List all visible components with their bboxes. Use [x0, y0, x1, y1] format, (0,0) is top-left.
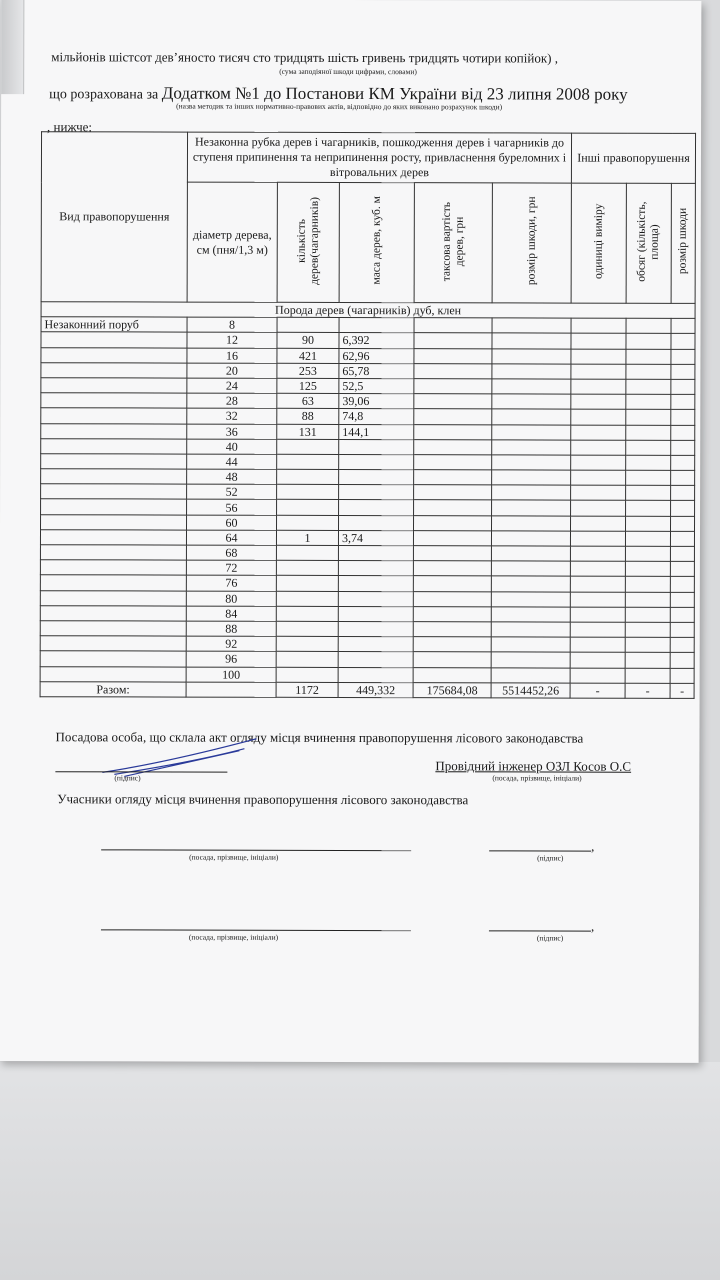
tax-cell [414, 409, 492, 424]
volume-cell [626, 349, 671, 364]
volume-cell [625, 653, 670, 668]
participant1-sign-line [489, 850, 591, 851]
units-cell [570, 576, 625, 591]
units-cell [570, 622, 625, 637]
table-row [41, 362, 695, 379]
damage-cell [491, 667, 570, 682]
table-row [41, 332, 695, 349]
damage-cell [492, 333, 571, 348]
table-row [41, 469, 695, 486]
violation-cell [41, 347, 187, 363]
diameter-cell: 56 [187, 500, 277, 515]
participant1-sign-caption: (підпис) [537, 853, 564, 863]
count-cell [277, 469, 339, 484]
units-cell [571, 470, 626, 485]
method-caption: (назва методик та інших нормативно-правових актів, відповідно до яких виконано розрахунок шкоди) [176, 101, 503, 112]
violation-cell [41, 408, 187, 424]
table-row [40, 545, 694, 562]
mass-cell [339, 470, 414, 485]
count-cell: 90 [277, 333, 339, 348]
violation-cell [40, 621, 186, 637]
mass-cell [338, 621, 413, 636]
table-row [41, 438, 695, 455]
damage-other-cell [671, 379, 695, 394]
count-cell [276, 636, 338, 651]
table-row [41, 484, 695, 501]
damage-other-cell [671, 516, 695, 531]
mass-cell [339, 318, 414, 333]
table-row [41, 408, 695, 425]
background-surface [0, 1062, 720, 1280]
engineer-name: Провідний інженер ОЗЛ Косов О.С [435, 758, 632, 774]
violation-cell [40, 530, 186, 546]
violation-cell [41, 514, 187, 530]
diameter-cell: 28 [187, 393, 277, 408]
units-cell [571, 485, 626, 500]
table-row [41, 347, 695, 364]
damage-other-cell [671, 486, 695, 501]
damage-cell [491, 591, 570, 606]
violation-cell [41, 423, 187, 439]
units-cell [571, 318, 626, 333]
mass-cell [338, 667, 413, 682]
header-violation-type: Вид правопорушення [41, 132, 187, 302]
violation-cell: Незаконний поруб [41, 317, 187, 333]
tax-cell [414, 394, 492, 409]
damage-other-cell [670, 531, 694, 546]
count-cell: 88 [277, 409, 339, 424]
mass-cell [339, 485, 414, 500]
total-tax: 175684,08 [413, 682, 491, 697]
damage-other-cell [671, 364, 695, 379]
participant1-position-caption: (посада, прізвище, ініціали) [189, 852, 279, 862]
mass-cell [339, 454, 414, 469]
units-cell [571, 440, 626, 455]
volume-cell [625, 637, 670, 652]
units-cell [570, 607, 625, 622]
damage-other-cell [671, 334, 695, 349]
header-other-violations: Інші правопорушення [571, 133, 695, 183]
diameter-cell: 68 [186, 545, 276, 560]
mass-cell: 74,8 [339, 409, 414, 424]
table-row [41, 499, 695, 516]
volume-cell [626, 501, 671, 516]
count-cell [276, 545, 338, 560]
table-row [40, 530, 694, 547]
count-cell [277, 515, 339, 530]
diameter-cell: 8 [187, 317, 277, 332]
tax-cell [414, 333, 492, 348]
violation-cell [41, 454, 187, 470]
damage-other-cell [671, 501, 695, 516]
tax-cell [413, 591, 491, 606]
count-cell [277, 317, 339, 332]
count-cell [276, 652, 338, 667]
damage-cell [492, 348, 571, 363]
tax-cell [413, 667, 491, 682]
mass-cell [339, 500, 414, 515]
count-cell [276, 591, 338, 606]
volume-cell [626, 364, 671, 379]
volume-cell [626, 379, 671, 394]
damage-cell [492, 394, 571, 409]
violation-cell [40, 545, 186, 561]
units-cell [570, 668, 625, 683]
volume-cell [625, 592, 670, 607]
violation-cell [41, 393, 187, 409]
damage-other-cell [671, 319, 695, 334]
violation-cell [41, 362, 187, 378]
count-cell [276, 560, 338, 575]
mass-cell: 52,5 [339, 378, 414, 393]
diameter-cell: 64 [186, 530, 276, 545]
table-row [41, 393, 695, 410]
header-mass: маса дерев, куб. м [339, 182, 414, 302]
table-row [41, 514, 695, 531]
volume-cell [626, 425, 671, 440]
violation-cell [41, 484, 187, 500]
diameter-cell: 44 [187, 454, 277, 469]
count-cell: 131 [277, 424, 339, 439]
damage-other-cell [670, 546, 694, 561]
diameter-cell: 76 [186, 575, 276, 590]
table-row [40, 636, 694, 653]
below-label: , нижче: [47, 119, 93, 135]
tax-cell [414, 485, 492, 500]
damage-other-cell [671, 410, 695, 425]
tax-cell [414, 439, 492, 454]
table-row [40, 590, 694, 607]
participant2-position-line [101, 929, 411, 931]
tax-cell [413, 637, 491, 652]
participant1-comma: , [591, 838, 595, 854]
diameter-cell: 40 [187, 439, 277, 454]
table-row [41, 454, 695, 471]
amount-in-words: мільйонів шістсот дев’яносто тисяч сто тридцять шість гривень тридцять чотири копійок) , [51, 49, 559, 66]
tax-cell [413, 576, 491, 591]
volume-cell [626, 485, 671, 500]
total-damage: 5514452,26 [491, 683, 570, 698]
violation-cell [41, 332, 187, 348]
violation-cell [40, 560, 186, 576]
amount-caption: (сума заподіяної шкоди цифрами, словами) [279, 66, 417, 77]
total-label: Разом: [40, 681, 186, 697]
tax-cell [413, 652, 491, 667]
damage-other-cell [670, 562, 694, 577]
table-row [40, 651, 694, 668]
mass-cell [338, 637, 413, 652]
participant1-position-line [101, 849, 411, 851]
header-damage: розмір шкоди, грн [492, 183, 571, 303]
mass-cell [338, 561, 413, 576]
tax-cell [414, 318, 492, 333]
violation-cell [41, 438, 187, 454]
mass-cell [338, 606, 413, 621]
violation-cell [41, 378, 187, 394]
damage-cell [492, 440, 571, 455]
count-cell [276, 621, 338, 636]
mass-cell [339, 515, 414, 530]
damage-cell [492, 455, 571, 470]
diameter-cell: 36 [187, 424, 277, 439]
diameter-cell: 24 [187, 378, 277, 393]
units-cell [571, 349, 626, 364]
total-count: 1172 [276, 682, 338, 697]
diameter-cell: 84 [186, 606, 276, 621]
table-row [40, 621, 694, 638]
diameter-cell: 20 [187, 363, 277, 378]
tax-cell [414, 379, 492, 394]
mass-cell: 62,96 [339, 348, 414, 363]
damage-other-cell [671, 470, 695, 485]
violation-cell [40, 636, 186, 652]
violation-cell [40, 575, 186, 591]
volume-cell [626, 440, 671, 455]
damage-cell [491, 637, 570, 652]
table-row [40, 560, 694, 577]
volume-cell [625, 668, 670, 683]
damage-cell [492, 515, 571, 530]
table-row [41, 423, 695, 440]
tax-cell [414, 348, 492, 363]
tax-cell [414, 363, 492, 378]
mass-cell: 3,74 [338, 530, 413, 545]
header-tax-value: таксова вартість дерев, грн [414, 183, 492, 303]
count-cell: 63 [277, 393, 339, 408]
volume-cell [626, 410, 671, 425]
total-volume: - [625, 683, 670, 698]
signature-caption: (підпис) [114, 773, 141, 783]
damage-cell [491, 622, 570, 637]
damage-cell [491, 652, 570, 667]
damage-cell [492, 318, 571, 333]
mass-cell [338, 652, 413, 667]
damage-other-cell [671, 349, 695, 364]
units-cell [570, 592, 625, 607]
damage-other-cell [670, 653, 694, 668]
diameter-cell: 12 [187, 332, 277, 347]
volume-cell [626, 334, 671, 349]
table-row [40, 605, 694, 622]
violation-cell [41, 499, 187, 515]
violation-cell [40, 590, 186, 606]
table-row [40, 575, 694, 592]
total-mass: 449,332 [338, 682, 413, 697]
tax-cell [414, 424, 492, 439]
volume-cell [625, 546, 670, 561]
tax-cell [413, 546, 491, 561]
units-cell [570, 652, 625, 667]
tax-cell [413, 622, 491, 637]
tax-cell [414, 515, 492, 530]
mass-cell: 65,78 [339, 363, 414, 378]
header-volume: обсяг (кількість, площа) [626, 183, 671, 303]
count-cell: 253 [277, 363, 339, 378]
mass-cell [338, 591, 413, 606]
units-cell [571, 364, 626, 379]
diameter-cell: 96 [186, 651, 276, 666]
method-reference: Додатком №1 до Постанови КМ України від 23 липня 2008 року [161, 83, 628, 104]
units-cell [570, 637, 625, 652]
volume-cell [626, 516, 671, 531]
volume-cell [625, 577, 670, 592]
damage-cell [492, 409, 571, 424]
volume-cell [625, 561, 670, 576]
units-cell [571, 516, 626, 531]
count-cell [277, 500, 339, 515]
total-diameter [186, 682, 276, 697]
count-cell: 1 [276, 530, 338, 545]
units-cell [571, 379, 626, 394]
volume-cell [626, 394, 671, 409]
page-curl [1, 0, 24, 94]
volume-cell [625, 622, 670, 637]
diameter-cell: 16 [187, 348, 277, 363]
diameter-cell: 52 [187, 484, 277, 499]
mass-cell [338, 545, 413, 560]
official-statement: Посадова особа, що склала акт огляду місця вчинення правопорушення лісового законодавства [55, 729, 584, 746]
count-cell: 421 [277, 348, 339, 363]
volume-cell [626, 455, 671, 470]
diameter-cell: 72 [186, 560, 276, 575]
damage-other-cell [670, 592, 694, 607]
volume-cell [625, 531, 670, 546]
damage-other-cell [670, 607, 694, 622]
violation-cell [40, 651, 186, 667]
damage-cell [491, 561, 570, 576]
units-cell [571, 425, 626, 440]
damage-other-cell [670, 622, 694, 637]
damage-other-cell [671, 394, 695, 409]
mass-cell: 6,392 [339, 333, 414, 348]
damage-cell [492, 485, 571, 500]
participant2-comma: , [590, 918, 595, 934]
damage-other-cell [671, 455, 695, 470]
damage-cell [492, 500, 571, 515]
header-units: одиниці виміру [571, 183, 626, 303]
diameter-cell: 92 [186, 636, 276, 651]
damage-cell [492, 379, 571, 394]
total-damage-other: - [670, 683, 694, 698]
mass-cell: 144,1 [339, 424, 414, 439]
damage-other-cell [671, 440, 695, 455]
units-cell [570, 531, 625, 546]
diameter-cell: 60 [187, 515, 277, 530]
damage-cell [491, 546, 570, 561]
mass-cell: 39,06 [339, 394, 414, 409]
volume-cell [626, 470, 671, 485]
tax-cell [414, 455, 492, 470]
damage-other-cell [670, 668, 694, 683]
participant2-sign-line [489, 930, 591, 931]
damage-cell [491, 576, 570, 591]
damage-other-cell [670, 637, 694, 652]
header-diameter: діаметр дерева, см (пня/1,3 м) [187, 182, 277, 302]
damage-cell [492, 364, 571, 379]
header-damage-other: розмір шкоди [671, 183, 695, 303]
units-cell [571, 333, 626, 348]
diameter-cell: 88 [186, 621, 276, 636]
header-count: кількість дерев(чагарників) [277, 182, 339, 302]
units-cell [571, 455, 626, 470]
count-cell [277, 454, 339, 469]
header-illegal-felling: Незаконна рубка дерев і чагарників, пошкодження дерев і чагарників до ступеня припинення та неприпинення росту, привласнення буреломних і вітровальних дерев [187, 132, 571, 183]
participant2-sign-caption: (підпис) [536, 933, 564, 943]
tax-cell [413, 606, 491, 621]
diameter-cell: 100 [186, 667, 276, 682]
volume-cell [626, 318, 671, 333]
damage-table [40, 131, 697, 699]
count-cell [277, 485, 339, 500]
violation-cell [41, 469, 187, 485]
participants-heading: Учасники огляду місця вчинення правопорушення лісового законодавства [57, 791, 469, 808]
count-cell: 125 [277, 378, 339, 393]
count-cell [276, 667, 338, 682]
count-cell [276, 576, 338, 591]
damage-other-cell [670, 577, 694, 592]
participant2-position-caption: (посада, прізвище, ініціали) [188, 932, 279, 942]
tax-cell [413, 561, 491, 576]
method-prefix: що розрахована за [49, 87, 162, 103]
table-row [41, 378, 695, 395]
units-cell [571, 394, 626, 409]
count-cell [277, 439, 339, 454]
tax-cell [414, 470, 492, 485]
diameter-cell: 48 [187, 469, 277, 484]
table-row [40, 666, 694, 683]
damage-cell [491, 531, 570, 546]
volume-cell [625, 607, 670, 622]
mass-cell [339, 439, 414, 454]
units-cell [571, 409, 626, 424]
damage-cell [492, 470, 571, 485]
diameter-cell: 32 [187, 408, 277, 423]
signature-line [55, 771, 227, 772]
damage-cell [492, 424, 571, 439]
units-cell [570, 561, 625, 576]
damage-other-cell [671, 425, 695, 440]
engineer-caption: (посада, прізвище, ініціали) [492, 773, 582, 783]
violation-cell [40, 605, 186, 621]
table-row [41, 317, 695, 334]
count-cell [276, 606, 338, 621]
damage-cell [491, 607, 570, 622]
units-cell [570, 546, 625, 561]
total-units: - [570, 683, 625, 698]
mass-cell [338, 576, 413, 591]
species-row: Порода дерев (чагарників) дуб, клен [41, 302, 695, 319]
tax-cell [414, 500, 492, 515]
units-cell [571, 501, 626, 516]
diameter-cell: 80 [186, 591, 276, 606]
violation-cell [40, 666, 186, 682]
tax-cell [413, 530, 491, 545]
